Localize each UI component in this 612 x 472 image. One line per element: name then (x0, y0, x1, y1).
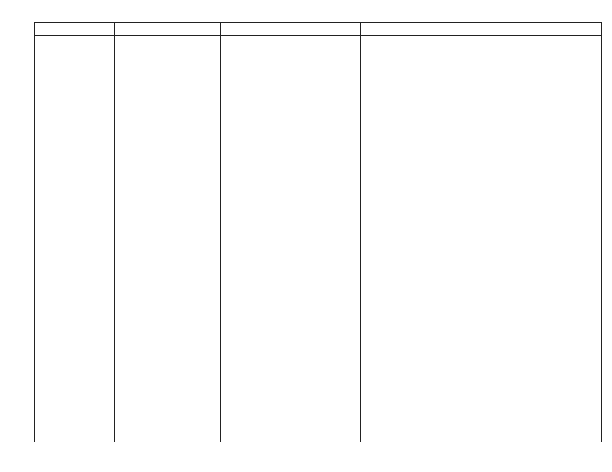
column-rule (220, 22, 221, 442)
table-top-rule (34, 22, 602, 23)
column-rule (601, 22, 602, 442)
header-rule (34, 35, 602, 36)
column-rule (114, 22, 115, 442)
column-rule (360, 22, 361, 442)
column-rule (34, 22, 35, 442)
parts-table (34, 22, 602, 442)
